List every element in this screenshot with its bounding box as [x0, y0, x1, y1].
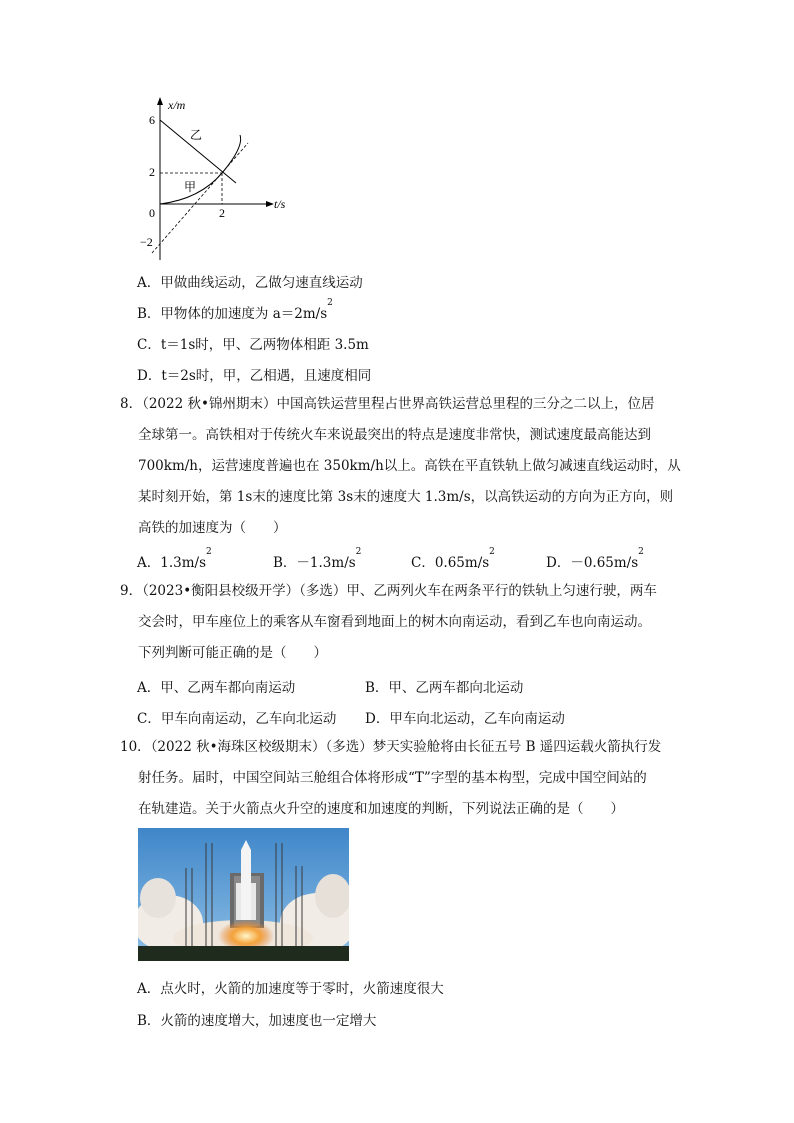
- question-9: 9．（2023•衡阳县校级开学）（多选）甲、乙两列火车在两条平行的铁轨上匀速行驶，两车 交会时，甲车座位上的乘客从车窗看到地面上的树木向南运动，看到乙车也向南运动。 下列判断可能正确的是（ ）: [120, 583, 657, 661]
- q7-option-b: B．甲物体的加速度为 $a=2m/s^2$: [137, 298, 333, 322]
- x-axis-label: x/m: [168, 98, 186, 112]
- arrow-up-icon: [157, 97, 163, 105]
- q10-option-b: B．火箭的速度增大，加速度也一定增大: [137, 1013, 377, 1029]
- y-tick-neg2: −2: [140, 235, 153, 249]
- q8-number: 8．: [120, 396, 143, 412]
- curve-jia: [160, 135, 241, 204]
- tangent-line: [152, 143, 248, 253]
- rocket-launch-photo: [138, 828, 349, 961]
- t-axis-label: t/s: [274, 197, 286, 211]
- y-tick-0: 0: [149, 206, 155, 220]
- q9-option-c: C．甲车向南运动，乙车向北运动: [137, 711, 337, 727]
- xt-graph: [140, 95, 300, 260]
- q9-number: 9．: [120, 583, 143, 599]
- q10-number: 10．: [120, 739, 151, 755]
- label-yi: 乙: [190, 128, 203, 142]
- t-tick-2: 2: [219, 206, 225, 220]
- label-jia: 甲: [184, 180, 197, 194]
- q7-option-c: C．t＝1s时，甲、乙两物体相距 3.5m: [137, 337, 369, 353]
- y-tick-6: 6: [149, 113, 155, 127]
- question-10: 10．（2022 秋•海珠区校级期末）（多选）梦天实验舱将由长征五号 B 遥四运载火箭执行发 射任务。届时，中国空间站三舱组合体将形成“T”字型的基本构型，完成中国空间站的 在轨建造。关于火箭点火升空的速度和加速度的判断，下列说法正确的是（ ）: [120, 739, 662, 817]
- q9-option-d: D．甲车向北运动，乙车向南运动: [365, 711, 565, 727]
- q9-option-a: A．甲、乙两车都向南运动: [137, 680, 296, 696]
- q8-option-c: C．$0.65m/s^2$: [411, 547, 495, 571]
- q8-option-a: A．$1.3m/s^2$: [137, 547, 212, 571]
- question-8: 8．（2022 秋•锦州期末）中国高铁运营里程占世界高铁运营总里程的三分之二以上，位居 全球第一。高铁相对于传统火车来说最突出的特点是速度非常快，测试速度最高能达到 700km/h，运营速度普遍也在 350km/h以上。高铁在平直铁轨上做匀减速直线运动时，从 某时刻开始，第 1s末的速度比第 3s末的速度大 1.3m/s，以高铁运动的方向为正方向，则 高铁的加速度为（ ）: [120, 396, 681, 536]
- q7-option-a: A．甲做曲线运动，乙做匀速直线运动: [137, 275, 363, 291]
- arrow-right-icon: [266, 201, 274, 207]
- q9-option-b: B．甲、乙两车都向北运动: [365, 680, 524, 696]
- q8-option-d: D．$-0.65m/s^2$: [546, 547, 644, 571]
- q7-option-d: D．t＝2s时，甲，乙相遇，且速度相同: [137, 368, 372, 384]
- q8-option-b: B．$-1.3m/s^2$: [273, 547, 362, 571]
- q10-option-a: A．点火时，火箭的加速度等于零时，火箭速度很大: [137, 981, 444, 997]
- y-tick-2: 2: [149, 165, 155, 179]
